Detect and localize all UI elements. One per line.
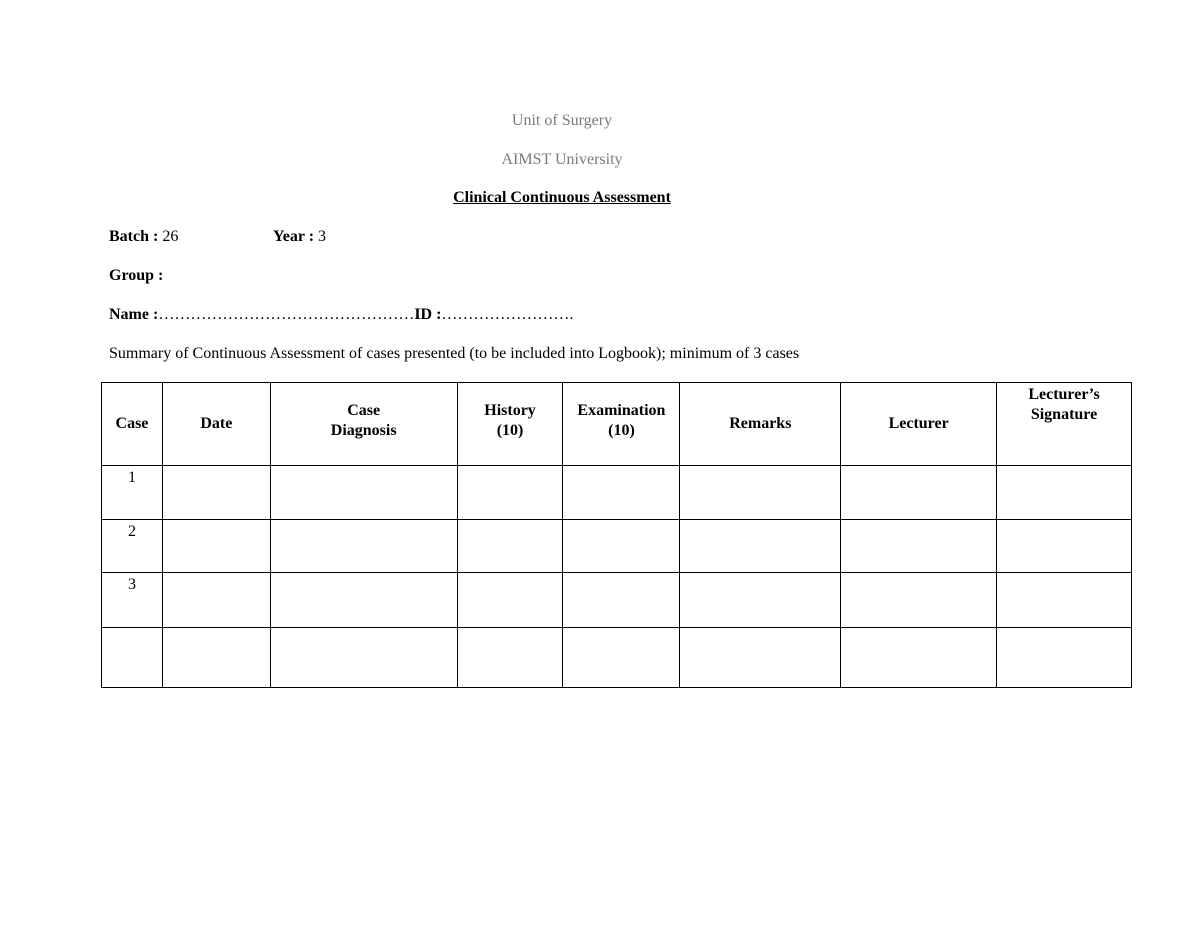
col-header-case-diagnosis: Case Diagnosis bbox=[270, 383, 457, 466]
examination-cell[interactable] bbox=[563, 628, 680, 688]
date-cell[interactable] bbox=[162, 520, 270, 573]
history-cell[interactable] bbox=[457, 628, 563, 688]
year-field bbox=[273, 227, 326, 247]
assessment-table bbox=[101, 382, 1132, 688]
diagnosis-cell[interactable] bbox=[270, 520, 457, 573]
table-row bbox=[102, 628, 1132, 688]
page-title: Clinical Continuous Assessment bbox=[453, 189, 671, 206]
table-row bbox=[102, 520, 1132, 573]
remarks-cell[interactable] bbox=[680, 466, 841, 520]
diagnosis-cell[interactable] bbox=[270, 628, 457, 688]
case-number-cell: 1 bbox=[102, 466, 163, 520]
year-label: Year : bbox=[273, 228, 315, 245]
table-header-row bbox=[102, 383, 1132, 466]
signature-cell[interactable] bbox=[997, 573, 1132, 628]
date-cell[interactable] bbox=[162, 466, 270, 520]
unit-name: Unit of Surgery bbox=[511, 112, 613, 129]
date-cell[interactable] bbox=[162, 628, 270, 688]
col-header-signature: Lecturer’s Signature bbox=[997, 383, 1132, 466]
remarks-cell[interactable] bbox=[680, 573, 841, 628]
group-label: Group : bbox=[109, 267, 164, 284]
signature-cell[interactable] bbox=[997, 466, 1132, 520]
table-row bbox=[102, 573, 1132, 628]
date-cell[interactable] bbox=[162, 573, 270, 628]
name-id-field bbox=[109, 305, 573, 325]
col-header-lecturer: Lecturer bbox=[841, 383, 997, 466]
history-cell[interactable] bbox=[457, 466, 563, 520]
lecturer-cell[interactable] bbox=[841, 628, 997, 688]
case-number-cell: 3 bbox=[102, 573, 163, 628]
diagnosis-cell[interactable] bbox=[270, 573, 457, 628]
table-row bbox=[102, 466, 1132, 520]
case-number-cell bbox=[102, 628, 163, 688]
group-field bbox=[109, 266, 163, 286]
remarks-cell[interactable] bbox=[680, 628, 841, 688]
name-blank[interactable]: ………………………………………… bbox=[158, 306, 415, 323]
diagnosis-cell[interactable] bbox=[270, 466, 457, 520]
lecturer-cell[interactable] bbox=[841, 573, 997, 628]
col-header-remarks: Remarks bbox=[680, 383, 841, 466]
examination-cell[interactable] bbox=[563, 520, 680, 573]
col-header-date: Date bbox=[162, 383, 270, 466]
id-label: ID : bbox=[414, 306, 442, 323]
batch-field bbox=[109, 227, 178, 247]
batch-value: 26 bbox=[158, 228, 179, 245]
case-number-cell: 2 bbox=[102, 520, 163, 573]
batch-label: Batch : bbox=[109, 228, 159, 245]
col-header-case: Case bbox=[102, 383, 163, 466]
examination-cell[interactable] bbox=[563, 466, 680, 520]
summary-text: Summary of Continuous Assessment of cases presented (to be included into Logbook); minimum of 3 cases bbox=[109, 345, 800, 362]
university-name: AIMST University bbox=[501, 151, 623, 168]
name-label: Name : bbox=[109, 306, 159, 323]
remarks-cell[interactable] bbox=[680, 520, 841, 573]
history-cell[interactable] bbox=[457, 520, 563, 573]
lecturer-cell[interactable] bbox=[841, 520, 997, 573]
history-cell[interactable] bbox=[457, 573, 563, 628]
lecturer-cell[interactable] bbox=[841, 466, 997, 520]
id-blank[interactable]: ……………………. bbox=[441, 306, 574, 323]
col-header-history: History (10) bbox=[457, 383, 563, 466]
col-header-examination: Examination (10) bbox=[563, 383, 680, 466]
examination-cell[interactable] bbox=[563, 573, 680, 628]
year-value: 3 bbox=[314, 228, 327, 245]
signature-cell[interactable] bbox=[997, 520, 1132, 573]
signature-cell[interactable] bbox=[997, 628, 1132, 688]
